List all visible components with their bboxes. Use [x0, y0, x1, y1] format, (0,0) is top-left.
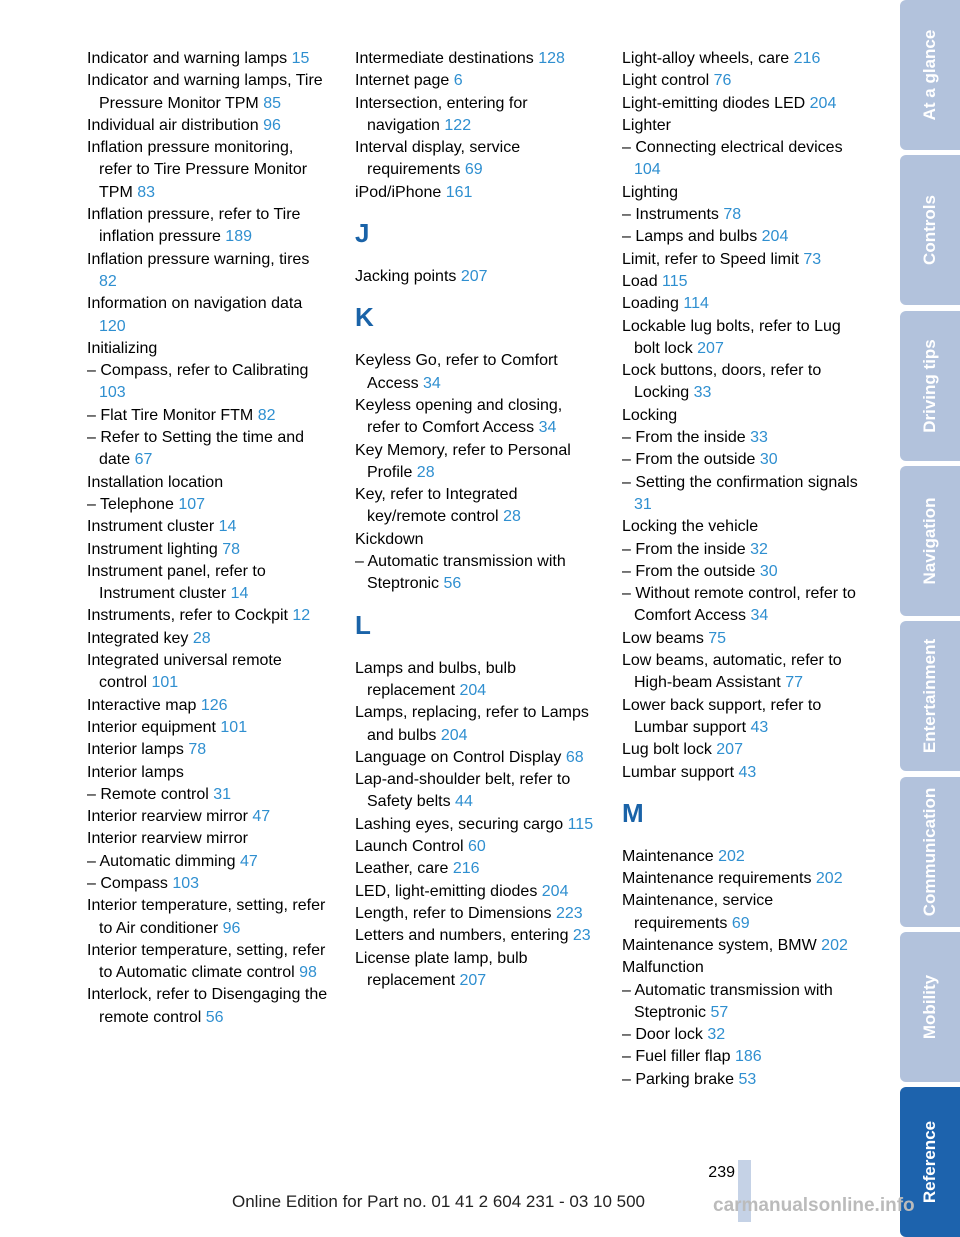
page-link[interactable]: 34	[750, 607, 769, 625]
index-entry	[87, 293, 329, 338]
entry-text: – From the inside	[622, 429, 751, 447]
index-entry	[622, 293, 864, 315]
page-link[interactable]: 223	[556, 904, 583, 922]
index-entry	[87, 137, 329, 204]
entry-text: Instrument panel, refer to Instrument cluster	[87, 562, 266, 603]
entry-text: Lug bolt lock	[622, 741, 717, 759]
entry-text: Locking	[622, 406, 678, 424]
page-link[interactable]: 82	[99, 272, 117, 290]
index-entry	[355, 881, 597, 903]
entry-text: Key Memory, refer to Personal Profile	[355, 441, 571, 481]
index-entry	[622, 890, 864, 935]
entry-text: – Automatic dimming	[87, 852, 240, 870]
entry-text: – Instruments	[622, 206, 724, 224]
sidebar-tab-label: Entertainment	[920, 639, 939, 754]
index-entry	[87, 204, 329, 249]
entry-text: Language on Control Display	[355, 748, 566, 766]
page-link[interactable]: 104	[634, 161, 661, 179]
index-column-2	[355, 48, 597, 992]
page-link[interactable]: 161	[445, 183, 473, 201]
index-letter-heading: K	[355, 302, 374, 333]
page-link[interactable]: 107	[178, 495, 206, 513]
index-entry	[87, 539, 329, 561]
entry-text: – Flat Tire Monitor FTM	[87, 406, 258, 424]
page-link[interactable]: 43	[738, 763, 757, 781]
entry-text: Lighting	[622, 183, 679, 201]
entry-text: Load	[622, 272, 663, 290]
entry-text: Indicator and warning lamps	[87, 50, 292, 67]
page-link[interactable]: 69	[731, 914, 750, 932]
page-link[interactable]: 78	[222, 540, 240, 558]
entry-text: Integrated key	[87, 629, 193, 647]
page-link[interactable]: 68	[565, 748, 584, 766]
entry-text: – Compass, refer to Calibrating	[87, 362, 309, 380]
index-entry	[622, 868, 864, 890]
index-entry	[622, 957, 864, 979]
page-link[interactable]: 6	[453, 72, 463, 90]
page-link[interactable]: 57	[710, 1003, 729, 1021]
index-entry	[622, 271, 864, 293]
entry-text: Maintenance	[622, 847, 719, 865]
entry-text: Loading	[622, 295, 684, 313]
index-subentry	[87, 784, 329, 806]
entry-text: Interior rearview mirror	[87, 808, 253, 826]
page-link[interactable]: 96	[263, 116, 281, 134]
index-entry	[355, 814, 597, 836]
index-entry	[355, 93, 597, 138]
page-link[interactable]: 28	[416, 463, 435, 481]
page-link[interactable]: 128	[538, 50, 565, 67]
entry-text: – Connecting electrical devices	[622, 139, 843, 157]
index-entry	[622, 762, 864, 784]
entry-text: Individual air distribution	[87, 116, 264, 134]
page-link[interactable]: 67	[134, 451, 153, 469]
index-letter-heading: L	[355, 609, 371, 640]
entry-text: Launch Control	[355, 838, 468, 856]
entry-text: Low beams, automatic, refer to High-beam Assistant	[622, 652, 842, 692]
entry-text: Instruments, refer to Cockpit	[87, 607, 293, 625]
index-entry	[87, 48, 329, 70]
entry-text: Lashing eyes, securing cargo	[355, 815, 568, 833]
index-entry	[87, 516, 329, 538]
page-link[interactable]: 103	[99, 384, 126, 402]
entry-text: Inflation pressure warning, tires	[87, 250, 310, 268]
entry-text: – Lamps and bulbs	[622, 228, 762, 246]
page-link[interactable]: 202	[821, 936, 848, 954]
index-entry	[87, 762, 329, 784]
index-entry	[355, 182, 597, 204]
entry-text: Interior temperature, setting, refer to Air conditioner	[87, 897, 326, 937]
entry-text: – Door lock	[622, 1026, 708, 1044]
index-entry	[87, 806, 329, 828]
page-link[interactable]: 23	[572, 927, 591, 945]
index-entry	[355, 395, 597, 440]
index-entry	[622, 48, 864, 70]
entry-text: Length, refer to Dimensions	[355, 904, 556, 922]
entry-text: Lockable lug bolts, refer to Lug bolt lock	[622, 317, 841, 357]
index-subentry	[87, 873, 329, 895]
page-link[interactable]: 30	[759, 451, 778, 469]
entry-text: Information on navigation data	[87, 295, 303, 313]
index-subentry	[87, 360, 329, 405]
entry-text: Instrument lighting	[87, 540, 223, 558]
page-link[interactable]: 186	[734, 1048, 762, 1066]
entry-text: Interior equipment	[87, 718, 221, 736]
entry-text: Intermediate destinations	[355, 50, 539, 67]
index-entry	[355, 440, 597, 485]
index-entry	[622, 695, 864, 740]
index-subentry	[622, 449, 864, 471]
page-link[interactable]: 28	[503, 508, 521, 526]
index-entry	[622, 360, 864, 405]
index-subentry	[87, 494, 329, 516]
entry-text: – Automatic transmission with Steptronic	[622, 981, 833, 1021]
index-entry	[355, 137, 597, 182]
index-subentry	[622, 1046, 864, 1068]
entry-text: Interlock, refer to Disengaging the remote control	[87, 986, 328, 1026]
entry-text: Intersection, entering for navigation	[355, 94, 528, 134]
page-link[interactable]: 114	[683, 295, 709, 313]
index-subentry	[622, 980, 864, 1025]
page-link[interactable]: 204	[459, 681, 487, 699]
index-entry	[87, 605, 329, 627]
entry-text: Interior rearview mirror	[87, 830, 248, 848]
page-link[interactable]: 47	[239, 852, 258, 870]
entry-text: Maintenance system, BMW	[622, 936, 822, 954]
index-entry	[622, 739, 864, 761]
entry-text: Lock buttons, doors, refer to Locking	[622, 362, 822, 402]
page-link[interactable]: 34	[423, 374, 441, 392]
entry-text: Malfunction	[622, 959, 704, 977]
index-entry	[355, 529, 597, 551]
index-entry	[87, 695, 329, 717]
index-entry	[87, 249, 329, 294]
page-link[interactable]: 30	[759, 562, 778, 580]
entry-text: Keyless opening and closing, refer to Comfort Access	[355, 396, 563, 437]
entry-text: License plate lamp, bulb replacement	[355, 949, 528, 989]
index-entry	[87, 70, 329, 115]
entry-text: Interior lamps	[87, 741, 189, 759]
entry-text: Keyless Go, refer to Comfort Access	[355, 352, 558, 392]
entry-text: Low beams	[622, 629, 709, 647]
index-subentry	[622, 539, 864, 561]
page-link[interactable]: 69	[464, 161, 483, 179]
page-link[interactable]: 44	[455, 793, 473, 811]
index-entry	[355, 70, 597, 92]
index-entry	[355, 484, 597, 529]
entry-text: Light control	[622, 72, 714, 90]
entry-text: Light-emitting diodes LED	[622, 94, 810, 112]
page-link[interactable]: 31	[634, 495, 652, 513]
index-entry	[87, 472, 329, 494]
index-entry	[87, 338, 329, 360]
page-link[interactable]: 83	[137, 183, 156, 201]
page-link[interactable]: 14	[230, 585, 249, 603]
index-entry	[355, 48, 597, 70]
page-link[interactable]: 77	[785, 674, 803, 692]
index-entry	[355, 266, 597, 288]
page-link[interactable]: 56	[205, 1008, 224, 1026]
index-entry	[355, 948, 597, 993]
sidebar-tab-controls[interactable]	[900, 155, 960, 305]
entry-text: Interior lamps	[87, 763, 184, 781]
index-entry	[355, 658, 597, 703]
index-entry	[87, 739, 329, 761]
entry-text: Instrument cluster	[87, 518, 219, 536]
page-link[interactable]: 216	[452, 860, 480, 878]
page-link[interactable]: 101	[220, 718, 248, 736]
entry-text: Inflation pressure, refer to Tire inflation pressure	[87, 206, 301, 246]
entry-text: – Refer to Setting the time and date	[87, 429, 305, 469]
entry-text: Lap-and-shoulder belt, refer to Safety belts	[355, 771, 571, 811]
entry-text: Maintenance requirements	[622, 870, 816, 888]
page-link[interactable]: 202	[815, 870, 843, 888]
page-link[interactable]: 78	[723, 206, 742, 224]
page-link[interactable]: 28	[192, 629, 211, 647]
index-entry	[622, 628, 864, 650]
page-link[interactable]: 53	[738, 1070, 757, 1088]
index-entry	[622, 935, 864, 957]
page-link[interactable]: 204	[761, 228, 789, 246]
entry-text: – Setting the confirmation signals	[622, 473, 858, 491]
footer-text: Online Edition for Part no. 01 41 2 604 231 - 03 10 500	[232, 1192, 646, 1211]
index-subentry	[622, 226, 864, 248]
sidebar-tab-label: Communication	[920, 787, 939, 916]
page-link[interactable]: 120	[99, 317, 126, 335]
index-entry	[355, 903, 597, 925]
page-link[interactable]: 12	[292, 607, 311, 625]
page-link[interactable]: 126	[200, 696, 228, 714]
sidebar-tab-communication[interactable]	[900, 777, 960, 927]
entry-text: Jacking points	[355, 268, 461, 286]
page-link[interactable]: 207	[716, 741, 743, 759]
index-entry	[355, 769, 597, 814]
page-link[interactable]: 85	[263, 94, 281, 112]
entry-text: Limit, refer to Speed limit	[622, 250, 804, 268]
page-link[interactable]: 101	[151, 674, 179, 692]
entry-text: – Without remote control, refer to Comfort Access	[622, 585, 856, 625]
page-number: 239	[708, 1164, 735, 1181]
index-entry	[622, 249, 864, 271]
entry-text: Interval display, service requirements	[355, 139, 521, 179]
entry-text: – Automatic transmission with Steptronic	[355, 553, 566, 593]
index-entry	[87, 561, 329, 606]
index-entry	[622, 93, 864, 115]
page-link[interactable]: 33	[693, 384, 712, 402]
page-link[interactable]: 122	[444, 116, 472, 134]
sidebar-tab-label: Driving tips	[920, 338, 939, 433]
entry-text: Installation location	[87, 473, 224, 491]
entry-text: Internet page	[355, 72, 454, 90]
entry-text: – From the outside	[622, 562, 760, 580]
entry-text: Initializing	[87, 339, 158, 357]
page-link[interactable]: 34	[538, 419, 557, 437]
page-link[interactable]: 207	[459, 971, 487, 989]
index-subentry	[355, 551, 597, 596]
page-link[interactable]: 207	[697, 339, 724, 357]
page-link[interactable]: 43	[750, 718, 769, 736]
sidebar-tab-navigation[interactable]	[900, 466, 960, 616]
index-subentry	[622, 1069, 864, 1091]
page-link[interactable]: 32	[750, 540, 768, 558]
index-column-3	[622, 48, 864, 1091]
chapter-sidebar	[900, 0, 960, 1222]
page-link[interactable]: 75	[708, 629, 727, 647]
page-link[interactable]: 216	[793, 50, 821, 67]
entry-text: Indicator and warning lamps, Tire Pressure Monitor TPM	[87, 72, 323, 112]
index-letter-heading: J	[355, 218, 370, 249]
index-entry	[622, 316, 864, 361]
sidebar-tab-label: Navigation	[920, 497, 939, 585]
index-letter-heading: M	[622, 797, 644, 828]
index-entry	[355, 350, 597, 395]
entry-text: Leather, care	[355, 860, 453, 878]
entry-text: Maintenance, service requirements	[622, 892, 774, 932]
page-link[interactable]: 202	[718, 847, 745, 865]
entry-text: Lighter	[622, 116, 671, 134]
page-link[interactable]: 31	[213, 785, 232, 803]
entry-text: – Parking brake	[622, 1070, 739, 1088]
index-entry	[355, 858, 597, 880]
entry-text: Key, refer to Integrated key/remote control	[355, 486, 518, 526]
page-link[interactable]: 78	[188, 741, 207, 759]
page-link[interactable]: 60	[467, 838, 486, 856]
index-entry	[355, 925, 597, 947]
index-entry	[87, 984, 329, 1029]
sidebar-tab-entertainment[interactable]	[900, 621, 960, 771]
index-entry	[87, 115, 329, 137]
page-link[interactable]: 98	[299, 964, 317, 982]
index-subentry	[622, 472, 864, 517]
sidebar-tab-driving-tips[interactable]	[900, 311, 960, 461]
page-link[interactable]: 103	[172, 874, 200, 892]
page-link[interactable]: 96	[222, 919, 241, 937]
entry-text: LED, light-emitting diodes	[355, 882, 542, 900]
page-link[interactable]: 204	[809, 94, 837, 112]
entry-text: – Telephone	[87, 495, 179, 513]
index-entry	[355, 702, 597, 747]
index-subentry	[622, 204, 864, 226]
entry-text: Interactive map	[87, 696, 201, 714]
entry-text: Locking the vehicle	[622, 518, 759, 536]
sidebar-tab-label: At a glance	[920, 29, 939, 121]
entry-text: Letters and numbers, entering	[355, 927, 573, 945]
page-link[interactable]: 15	[291, 50, 310, 67]
sidebar-tab-at-a-glance[interactable]	[900, 0, 960, 150]
sidebar-tab-label: Reference	[920, 1120, 939, 1204]
entry-text: iPod/iPhone	[355, 183, 446, 201]
page-link[interactable]: 56	[443, 575, 462, 593]
index-entry	[87, 717, 329, 739]
index-entry	[87, 650, 329, 695]
watermark: carmanualsonline.info	[713, 1195, 915, 1216]
entry-text: Lower back support, refer to Lumbar support	[622, 696, 822, 736]
page-link[interactable]: 73	[803, 250, 822, 268]
page-link[interactable]: 33	[750, 429, 768, 447]
index-entry	[622, 182, 864, 204]
page-link[interactable]: 76	[713, 72, 732, 90]
entry-text: Lamps and bulbs, bulb replacement	[355, 659, 516, 699]
page-link[interactable]: 32	[707, 1026, 726, 1044]
index-entry	[87, 828, 329, 850]
sidebar-tab-mobility[interactable]	[900, 932, 960, 1082]
index-entry	[355, 836, 597, 858]
index-subentry	[622, 1024, 864, 1046]
index-entry	[622, 846, 864, 868]
index-entry	[87, 628, 329, 650]
page-link[interactable]: 204	[541, 882, 569, 900]
page-link[interactable]: 14	[218, 518, 237, 536]
page-link[interactable]: 204	[440, 726, 468, 744]
index-subentry	[622, 583, 864, 628]
sidebar-tab-label: Mobility	[920, 974, 939, 1039]
page-link[interactable]: 207	[460, 268, 488, 286]
entry-text: Interior temperature, setting, refer to Automatic climate control	[87, 941, 326, 982]
entry-text: Inflation pressure monitoring, refer to Tire Pressure Monitor TPM	[87, 139, 308, 201]
entry-text: Light-alloy wheels, care	[622, 50, 794, 67]
entry-text: Lamps, replacing, refer to Lamps and bulbs	[355, 704, 589, 744]
page-link[interactable]: 82	[257, 406, 276, 424]
index-entry	[622, 70, 864, 92]
index-entry	[622, 650, 864, 695]
index-subentry	[622, 561, 864, 583]
entry-text: – Remote control	[87, 785, 214, 803]
page-link[interactable]: 189	[225, 228, 252, 246]
index-entry	[622, 115, 864, 137]
index-subentry	[622, 137, 864, 182]
index-column-1	[87, 48, 329, 1029]
entry-text: – Fuel filler flap	[622, 1048, 735, 1066]
page-link[interactable]: 47	[252, 808, 271, 826]
index-entry	[355, 747, 597, 769]
index-entry	[622, 405, 864, 427]
entry-text: Integrated universal remote control	[87, 652, 282, 692]
index-subentry	[87, 427, 329, 472]
entry-text: – Compass	[87, 874, 173, 892]
index-subentry	[87, 851, 329, 873]
index-entry	[87, 895, 329, 940]
index-entry	[87, 940, 329, 985]
index-subentry	[622, 427, 864, 449]
page-link[interactable]: 115	[567, 815, 594, 833]
entry-text: Kickdown	[355, 530, 424, 548]
index-subentry	[87, 405, 329, 427]
index-entry	[622, 516, 864, 538]
page-link[interactable]: 115	[662, 272, 688, 290]
sidebar-tab-label: Controls	[920, 195, 939, 266]
entry-text: – From the inside	[622, 540, 751, 558]
entry-text: Lumbar support	[622, 763, 739, 781]
entry-text: – From the outside	[622, 451, 760, 469]
